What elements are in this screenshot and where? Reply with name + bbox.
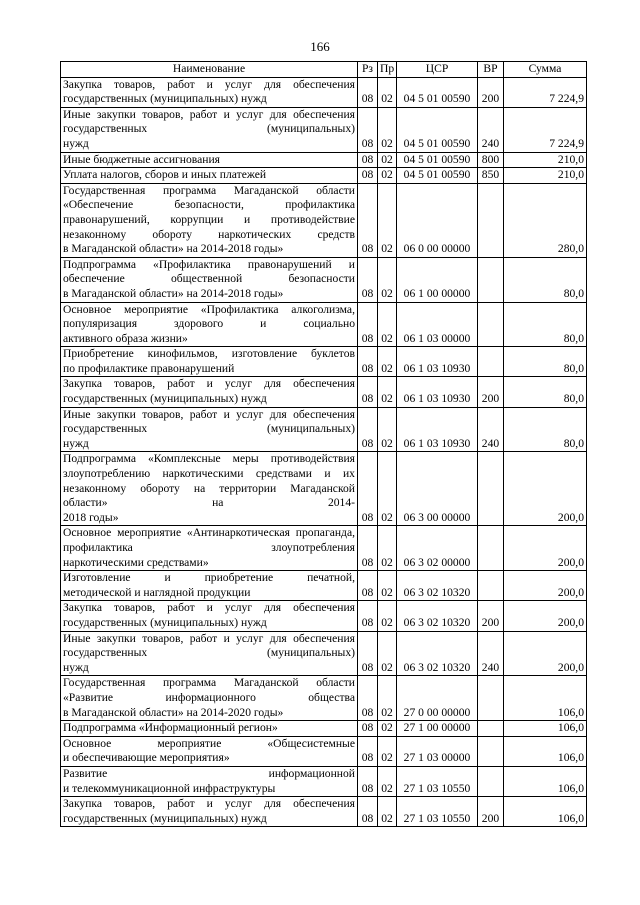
table-row xyxy=(61,152,587,168)
row-name-line: Закупка товаров, работ и услуг для обеспечения xyxy=(63,797,355,811)
row-name-line: государственных (муниципальных) нужд xyxy=(63,615,267,629)
row-name-line: в Магаданской области» на 2014-2018 годы» xyxy=(63,242,284,256)
row-name-line: Государственная программа Магаданской области xyxy=(63,676,355,690)
row-name xyxy=(61,107,358,152)
row-name-line: Закупка товаров, работ и услуг для обеспечения xyxy=(63,377,355,391)
table-row xyxy=(61,736,587,766)
header-vr: ВР xyxy=(478,62,504,78)
row-name-line: «Развитие информационного общества xyxy=(63,690,355,704)
row-name-line: Приобретение кинофильмов, изготовление буклетов xyxy=(63,347,355,361)
row-rz: 08 xyxy=(358,797,378,827)
row-pr: 02 xyxy=(378,152,397,168)
row-name xyxy=(61,631,358,676)
row-name xyxy=(61,766,358,796)
row-rz: 08 xyxy=(358,452,378,526)
header-sum: Сумма xyxy=(504,62,587,78)
row-csr: 04 5 01 00590 xyxy=(397,107,478,152)
row-name-line: алкоголизма, популяризация здорового и социально xyxy=(63,302,355,331)
row-rz: 08 xyxy=(358,152,378,168)
row-name xyxy=(61,571,358,601)
row-sum: 210,0 xyxy=(504,168,587,184)
table-row xyxy=(61,257,587,302)
row-rz: 08 xyxy=(358,766,378,796)
row-name-line: для обеспечения государственных (муниципальных) xyxy=(63,631,356,660)
row-rz: 08 xyxy=(358,183,378,257)
row-name-line: нужд xyxy=(63,136,89,150)
row-csr: 04 5 01 00590 xyxy=(397,168,478,184)
row-sum: 80,0 xyxy=(504,302,587,347)
row-csr: 06 0 00 00000 xyxy=(397,183,478,257)
row-sum: 200,0 xyxy=(504,601,587,631)
row-vr: 240 xyxy=(478,631,504,676)
row-sum: 80,0 xyxy=(504,347,587,377)
row-name xyxy=(61,257,358,302)
row-pr: 02 xyxy=(378,377,397,407)
row-csr: 06 1 03 10930 xyxy=(397,407,478,452)
row-name-line: государственных (муниципальных) нужд xyxy=(63,92,267,106)
row-csr: 06 1 03 00000 xyxy=(397,302,478,347)
row-vr xyxy=(478,571,504,601)
header-csr: ЦСР xyxy=(397,62,478,78)
row-pr: 02 xyxy=(378,407,397,452)
row-name xyxy=(61,302,358,347)
row-rz: 08 xyxy=(358,407,378,452)
row-name-line: Иные бюджетные ассигнования xyxy=(63,152,220,166)
table-row xyxy=(61,526,587,571)
row-csr: 27 1 00 00000 xyxy=(397,721,478,737)
row-name xyxy=(61,168,358,184)
row-name-line: пропаганда, профилактика злоупотребления xyxy=(63,526,355,554)
row-csr: 06 1 03 10930 xyxy=(397,377,478,407)
row-rz: 08 xyxy=(358,257,378,302)
table-row xyxy=(61,601,587,631)
row-name xyxy=(61,721,358,737)
row-csr: 27 0 00 00000 xyxy=(397,676,478,721)
row-rz: 08 xyxy=(358,77,378,107)
row-name-line: в Магаданской области» на 2014-2020 годы» xyxy=(63,705,284,719)
row-rz: 08 xyxy=(358,302,378,347)
row-csr: 06 3 00 00000 xyxy=(397,452,478,526)
row-csr: 06 3 02 00000 xyxy=(397,526,478,571)
row-name-line: правонарушений, коррупции и противодействие xyxy=(63,212,355,226)
row-sum: 200,0 xyxy=(504,452,587,526)
row-vr xyxy=(478,676,504,721)
row-vr xyxy=(478,302,504,347)
row-vr: 850 xyxy=(478,168,504,184)
row-vr xyxy=(478,526,504,571)
row-vr xyxy=(478,721,504,737)
row-pr: 02 xyxy=(378,526,397,571)
row-rz: 08 xyxy=(358,676,378,721)
row-rz: 08 xyxy=(358,736,378,766)
row-pr: 02 xyxy=(378,183,397,257)
table-row xyxy=(61,631,587,676)
row-name-line: противодействия злоупотреблению наркотическими xyxy=(63,452,355,481)
row-csr: 06 1 00 00000 xyxy=(397,257,478,302)
row-vr: 800 xyxy=(478,152,504,168)
row-pr: 02 xyxy=(378,168,397,184)
row-sum: 80,0 xyxy=(504,377,587,407)
row-name xyxy=(61,601,358,631)
table-row xyxy=(61,107,587,152)
row-sum: 7 224,9 xyxy=(504,107,587,152)
row-name-line: Основное мероприятие «Профилактика xyxy=(63,302,279,316)
row-sum: 106,0 xyxy=(504,676,587,721)
row-name xyxy=(61,77,358,107)
table-row xyxy=(61,302,587,347)
row-csr: 27 1 03 10550 xyxy=(397,797,478,827)
row-sum: 80,0 xyxy=(504,407,587,452)
table-row xyxy=(61,377,587,407)
row-name-line: Подпрограмма «Информационный регион» xyxy=(63,721,278,735)
row-sum: 200,0 xyxy=(504,571,587,601)
table-row xyxy=(61,452,587,526)
page-number: 166 xyxy=(310,39,330,54)
row-sum: 280,0 xyxy=(504,183,587,257)
row-vr xyxy=(478,257,504,302)
row-name-line: Закупка товаров, работ и услуг для обеспечения xyxy=(63,601,355,615)
row-sum: 106,0 xyxy=(504,797,587,827)
row-name-line: 2018 годы» xyxy=(63,510,119,524)
row-csr: 06 3 02 10320 xyxy=(397,601,478,631)
table-row xyxy=(61,407,587,452)
row-pr: 02 xyxy=(378,797,397,827)
row-vr: 200 xyxy=(478,377,504,407)
row-pr: 02 xyxy=(378,452,397,526)
row-name-line: и телекоммуникационной инфраструктуры xyxy=(63,781,276,795)
row-pr: 02 xyxy=(378,347,397,377)
row-pr: 02 xyxy=(378,766,397,796)
row-csr: 04 5 01 00590 xyxy=(397,152,478,168)
row-name-line: средствами и их незаконному обороту xyxy=(63,467,355,495)
row-name-line: Иные закупки товаров, работ и услуг xyxy=(63,631,264,645)
row-pr: 02 xyxy=(378,571,397,601)
row-csr: 27 1 03 00000 xyxy=(397,736,478,766)
row-name-line: для обеспечения государственных (муниципальных) xyxy=(63,107,356,136)
table-row xyxy=(61,797,587,827)
row-name xyxy=(61,347,358,377)
row-pr: 02 xyxy=(378,257,397,302)
row-name-line: Закупка товаров, работ и услуг для обеспечения xyxy=(63,77,355,91)
table-row xyxy=(61,347,587,377)
row-name-line: и обеспечение общественной безопасности xyxy=(63,257,355,286)
row-sum: 80,0 xyxy=(504,257,587,302)
table-row xyxy=(61,721,587,737)
row-name xyxy=(61,736,358,766)
row-name-line: Основное мероприятие «Антинаркотическая xyxy=(63,526,290,540)
row-rz: 08 xyxy=(358,631,378,676)
header-pr: Пр xyxy=(378,62,397,78)
row-name-line: и обеспечивающие мероприятия» xyxy=(63,751,230,765)
row-pr: 02 xyxy=(378,302,397,347)
row-vr: 200 xyxy=(478,797,504,827)
row-rz: 08 xyxy=(358,377,378,407)
row-pr: 02 xyxy=(378,721,397,737)
row-vr xyxy=(478,736,504,766)
row-name xyxy=(61,797,358,827)
header-name: Наименование xyxy=(61,62,358,78)
row-name-line: Иные закупки товаров, работ и услуг xyxy=(63,107,264,121)
row-pr: 02 xyxy=(378,631,397,676)
row-pr: 02 xyxy=(378,107,397,152)
row-csr: 04 5 01 00590 xyxy=(397,77,478,107)
row-name-line: нужд xyxy=(63,436,89,450)
row-csr: 27 1 03 10550 xyxy=(397,766,478,796)
row-name-line: Подпрограмма «Комплексные меры xyxy=(63,452,259,466)
row-vr xyxy=(478,347,504,377)
row-name-line: методической и наглядной продукции xyxy=(63,585,251,599)
row-name-line: государственных (муниципальных) нужд xyxy=(63,811,267,825)
row-vr: 240 xyxy=(478,107,504,152)
row-sum: 7 224,9 xyxy=(504,77,587,107)
row-name-line: Развитие информационной xyxy=(63,766,355,780)
row-rz: 08 xyxy=(358,107,378,152)
row-sum: 106,0 xyxy=(504,721,587,737)
table-row xyxy=(61,676,587,721)
row-name-line: активного образа жизни» xyxy=(63,331,188,345)
row-sum: 200,0 xyxy=(504,631,587,676)
row-vr xyxy=(478,452,504,526)
row-pr: 02 xyxy=(378,601,397,631)
row-name-line: Подпрограмма «Профилактика правонарушений xyxy=(63,257,332,271)
table-header-row xyxy=(61,62,587,78)
row-name-line: наркотическими средствами» xyxy=(63,555,209,569)
row-rz: 08 xyxy=(358,721,378,737)
table-row xyxy=(61,183,587,257)
row-name xyxy=(61,407,358,452)
row-sum: 210,0 xyxy=(504,152,587,168)
row-name-line: нужд xyxy=(63,660,89,674)
header-rz: Рз xyxy=(358,62,378,78)
row-sum: 106,0 xyxy=(504,736,587,766)
row-name-line: Изготовление и приобретение печатной, xyxy=(63,571,355,585)
row-name-line: для обеспечения государственных (муниципальных) xyxy=(63,407,356,436)
row-vr xyxy=(478,766,504,796)
row-name xyxy=(61,183,358,257)
row-vr: 200 xyxy=(478,601,504,631)
row-name-line: в Магаданской области» на 2014-2018 годы» xyxy=(63,286,284,300)
table-body xyxy=(61,77,587,827)
row-name-line: по профилактике правонарушений xyxy=(63,361,235,375)
table-row xyxy=(61,766,587,796)
table-row xyxy=(61,168,587,184)
row-vr: 240 xyxy=(478,407,504,452)
row-name-line: Иные закупки товаров, работ и услуг xyxy=(63,407,264,421)
row-pr: 02 xyxy=(378,77,397,107)
row-name xyxy=(61,676,358,721)
row-csr: 06 3 02 10320 xyxy=(397,631,478,676)
row-pr: 02 xyxy=(378,676,397,721)
row-rz: 08 xyxy=(358,347,378,377)
row-name xyxy=(61,377,358,407)
row-name xyxy=(61,526,358,571)
row-csr: 06 1 03 10930 xyxy=(397,347,478,377)
row-vr: 200 xyxy=(478,77,504,107)
row-name xyxy=(61,152,358,168)
row-pr: 02 xyxy=(378,736,397,766)
row-csr: 06 3 02 10320 xyxy=(397,571,478,601)
row-name-line: государственных (муниципальных) нужд xyxy=(63,392,267,406)
table-row xyxy=(61,571,587,601)
row-name-line: Уплата налогов, сборов и иных платежей xyxy=(63,168,267,182)
row-rz: 08 xyxy=(358,601,378,631)
row-vr xyxy=(478,183,504,257)
row-sum: 200,0 xyxy=(504,526,587,571)
row-rz: 08 xyxy=(358,168,378,184)
row-rz: 08 xyxy=(358,526,378,571)
row-rz: 08 xyxy=(358,571,378,601)
row-name-line: «Обеспечение безопасности, профилактика xyxy=(63,198,355,212)
row-name-line: Основное мероприятие «Общесистемные xyxy=(63,736,355,750)
row-name-line: на территории Магаданской области» на 2014- xyxy=(63,481,355,510)
row-name-line: Государственная программа Магаданской области xyxy=(63,183,355,197)
row-sum: 106,0 xyxy=(504,766,587,796)
row-name xyxy=(61,452,358,526)
row-name-line: незаконному обороту наркотических средств xyxy=(63,227,355,241)
table-row xyxy=(61,77,587,107)
budget-table xyxy=(60,61,587,827)
